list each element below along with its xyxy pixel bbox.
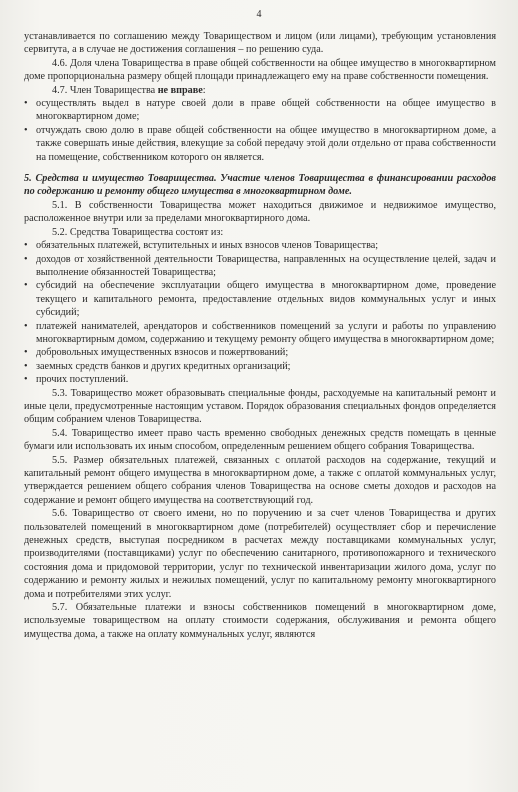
page-number: 4 <box>256 9 262 20</box>
clause-4-6: 4.6. Доля члена Товарищества в праве общей собственности на общее имущество в многоквартирном доме пропорциональна размеру общей площади принадлежащего ему на праве собственности помещения. <box>24 57 496 83</box>
bullet-5-2-3: • субсидий на обеспечение эксплуатации общего имущества в многоквартирном доме, проведение текущего и капитального ремонта, предоставление отдельных видов коммунальных услуг и иных субсидий; <box>24 279 496 319</box>
clause-5-7: 5.7. Обязательные платежи и взносы собственников помещений в многоквартирном доме, используемые товариществом на оплату стоимости содержания, обслуживания и ремонта общего имущества дома, а также на оплату коммунальных услуг, являются <box>24 602 496 640</box>
clause-5-4: 5.4. Товарищество имеет право часть временно свободных денежных средств помещать в ценные бумаги или использовать их иным способом, определенным решением общего собрания Товарищества. <box>24 427 496 453</box>
clause-4-7-prefix: 4.7. Член Товарищества <box>52 84 158 96</box>
section-5-heading: 5. Средства и имущество Товарищества. Участие членов Товарищества в финансировании расходов по содержанию и ремонту общего имущества в многоквартирном доме. <box>24 173 496 198</box>
bullet-4-7-1: • осуществлять выдел в натуре своей доли в праве общей собственности на общее имущество в многоквартирном доме; <box>24 97 496 124</box>
bullet-5-2-1: • обязательных платежей, вступительных и иных взносов членов Товарищества; <box>24 239 496 252</box>
bullet-5-2-2: • доходов от хозяйственной деятельности Товарищества, направленных на осуществление целей, задач и выполнение обязанностей Товарищества; <box>24 253 496 280</box>
clause-5-1: 5.1. В собственности Товарищества может находиться движимое и недвижимое имущество, расположенное внутри или за пределами многоквартирного дома. <box>24 199 496 225</box>
clause-5-2: 5.2. Средства Товарищества состоят из: <box>52 226 224 238</box>
clause-5-5: 5.5. Размер обязательных платежей, связанных с оплатой расходов на содержание, текущий и капитальный ремонт общего имущества в многоквартирном доме, а также с оплатой коммунальных услуг, утверждается решением общего собрания членов Товарищества на основе сметы доходов и расходов на содержание и ремонт общего имущества на соответствующий год. <box>24 454 496 506</box>
clause-5-3: 5.3. Товарищество может образовывать специальные фонды, расходуемые на капитальный ремонт и иные цели, предусмотренные настоящим уставом. Порядок образования специальных фондов определяется общим собранием членов Товарищества. <box>24 387 496 426</box>
bullet-4-7-2: • отчуждать свою долю в праве общей собственности на общее имущество в многоквартирном доме, а также совершать иные действия, влекущие за собой передачу этой доли отдельно от права собственности на помещение, собственником которого он является. <box>24 124 496 164</box>
bullet-5-2-5: • добровольных имущественных взносов и пожертвований; <box>24 346 496 359</box>
bullet-5-2-6: • заемных средств банков и других кредитных организаций; <box>24 360 496 373</box>
clause-4-7 <box>24 84 496 97</box>
bullet-5-2-7: • прочих поступлений. <box>24 373 496 386</box>
clause-4-7-bold: не вправе <box>157 84 203 96</box>
bullet-5-2-4: • платежей нанимателей, арендаторов и собственников помещений за услуги и работы по управлению многоквартирным домом, содержанию и текущему ремонту общего имущества в многоквартирном доме; <box>24 320 496 347</box>
paragraph-continuation: устанавливается по соглашению между Товариществом и лицом (или лицами), требующим установления сервитута, а в случае не достижения соглашения – по решению суда. <box>24 31 496 56</box>
clause-5-6: 5.6. Товарищество от своего имени, но по поручению и за счет членов Товарищества и других пользователей помещений в многоквартирном доме (потребителей) осуществляет сбор и перечисление денежных средств, выступая посредником в расчетах между поставщиками коммунальных услуг, производителями (поставщиками) услуг по обеспечению санитарного, противопожарного и технического состояния дома и придомовой территории, услуг по технической инвентаризации жилого дома, услуг по содержанию и ремонту жилых и нежилых помещений, услуг по капитальному ремонту многоквартирного дома и потребителями этих услуг. <box>24 508 496 600</box>
clause-4-7-suffix: : <box>202 84 206 96</box>
